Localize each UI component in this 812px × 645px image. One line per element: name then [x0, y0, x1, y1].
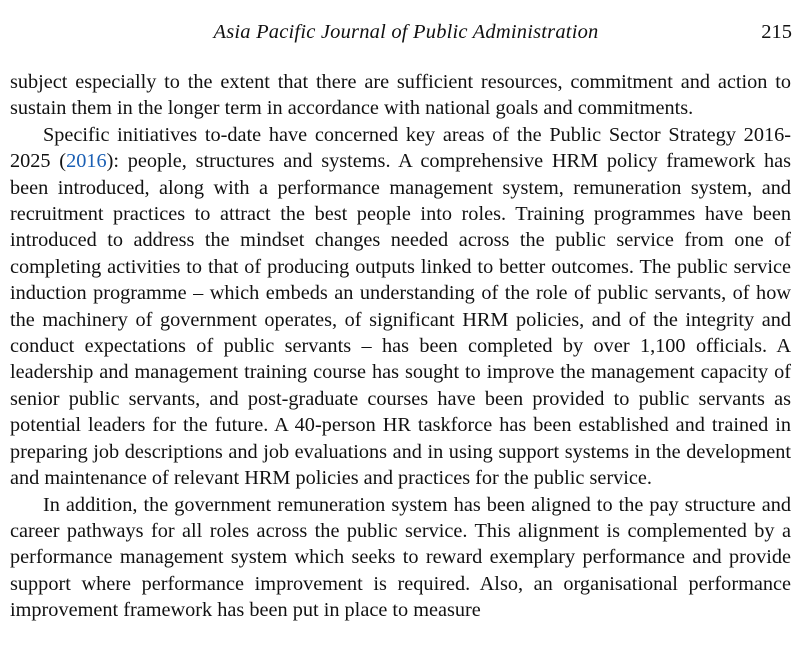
paragraph-initiatives-rest: ): people, structures and systems. A comprehensive HRM policy framework has been introduced, along with a performance management system, remuneration system, and recruitment practices to attract the best people into roles. Training programmes have been introduced to address the mindset changes needed across the public service from one of completing activities to that of producing outputs linked to better outcomes. The public service induction programme – which embeds an understanding of the role of public servants, of how the machinery of government operates, of significant HRM policies, and of the integrity and conduct expectations of public servants – has been completed by over 1,100 officials. A leadership and management training course has sought to improve the management capacity of senior public servants, and post-graduate courses have been provided to public servants as potential leaders for the future. A 40-person HR taskforce has been established and trained in preparing job descriptions and job evaluations and in using support systems in the development and maintenance of relevant HRM policies and practices for the public service.	[10, 150, 792, 490]
paragraph-remuneration: In addition, the government remuneration system has been aligned to the pay structure and career pathways for all roles across the public service. This alignment is complemented by a performance management system which seeks to reward exemplary performance and provide support where performance improvement is required. Also, an organisational performance improvement framework has been put in place to measure	[10, 493, 791, 622]
page-number: 215	[761, 21, 792, 43]
paragraph-initiatives-start: Specific initiatives to-date have concerned key areas of the Public Sector Strategy 2016-2025 (	[10, 123, 791, 173]
journal-title: Asia Pacific Journal of Public Administration	[213, 21, 599, 43]
article-body	[10, 69, 791, 624]
running-head	[0, 18, 812, 46]
paragraph-continuation: subject especially to the extent that there are sufficient resources, commitment and action to sustain them in the longer term in accordance with national goals and commitments.	[10, 71, 791, 120]
citation-link-2016[interactable]: 2016	[66, 150, 107, 173]
paragraph-initiatives	[10, 122, 791, 492]
